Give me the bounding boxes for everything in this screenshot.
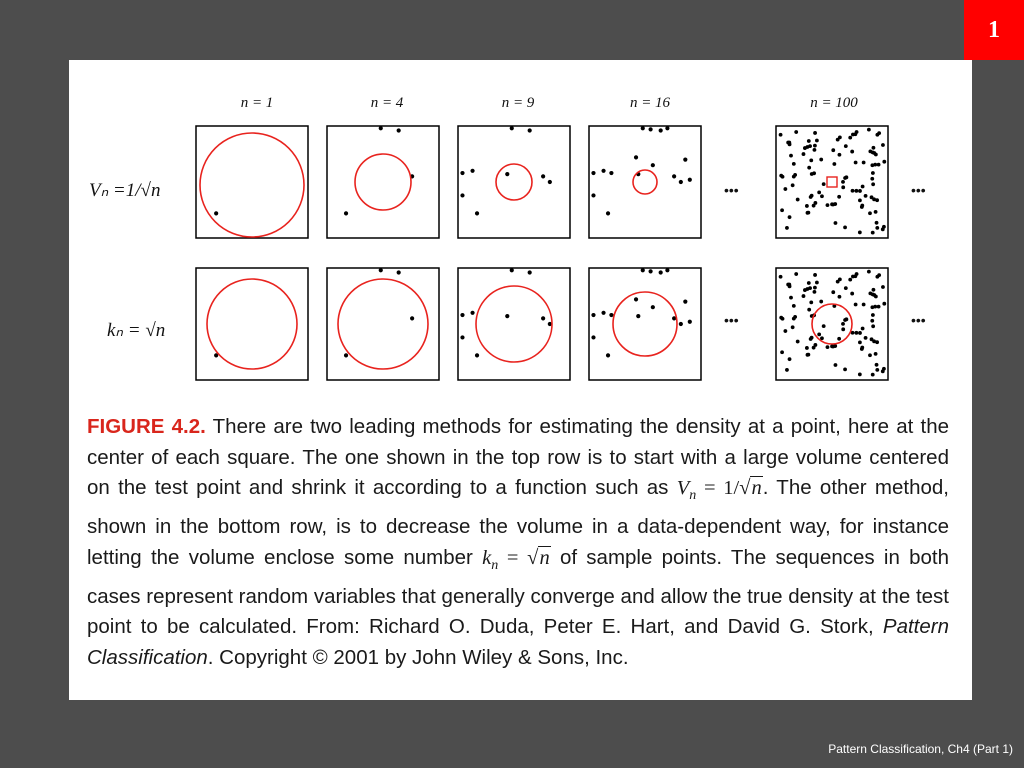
sample-point <box>870 195 874 199</box>
sample-point <box>659 128 663 132</box>
sample-point <box>875 226 879 230</box>
sample-square <box>776 268 888 380</box>
sample-point <box>548 180 552 184</box>
sample-point <box>822 324 826 328</box>
sample-point <box>834 221 838 225</box>
sample-point <box>875 363 879 367</box>
sample-point <box>844 175 848 179</box>
square-border <box>327 268 439 380</box>
sample-point <box>808 286 812 290</box>
sample-square <box>776 126 888 238</box>
sample-point <box>832 162 836 166</box>
sample-point <box>838 295 842 299</box>
math-kn-eq: = <box>498 546 528 569</box>
figure-caption <box>87 412 949 674</box>
sample-point <box>838 277 842 281</box>
sample-point <box>854 303 858 307</box>
sample-point <box>817 190 821 194</box>
sample-point <box>813 131 817 135</box>
sample-point <box>505 172 509 176</box>
sample-point <box>882 225 886 229</box>
window-region <box>827 177 837 187</box>
sample-point <box>379 268 383 272</box>
sample-point <box>858 340 862 344</box>
sample-point <box>789 154 793 158</box>
sample-point <box>679 322 683 326</box>
sample-point <box>854 189 858 193</box>
sample-point <box>649 269 653 273</box>
sample-point <box>848 278 852 282</box>
sample-point <box>844 286 848 290</box>
sample-point <box>822 182 826 186</box>
sample-point <box>802 294 806 298</box>
sample-point <box>601 311 605 315</box>
sample-point <box>634 155 638 159</box>
sample-point <box>779 275 783 279</box>
sample-point <box>802 152 806 156</box>
sample-point <box>783 329 787 333</box>
sample-square <box>458 126 570 238</box>
sample-point <box>510 126 514 130</box>
sample-point <box>410 316 414 320</box>
sample-point <box>874 352 878 356</box>
sample-point <box>470 311 474 315</box>
sample-point <box>875 221 879 225</box>
square-border <box>589 126 701 238</box>
sample-point <box>665 268 669 272</box>
sample-point <box>881 285 885 289</box>
sample-point <box>872 293 876 297</box>
sample-point <box>688 178 692 182</box>
sample-point <box>591 313 595 317</box>
sample-square <box>458 268 570 380</box>
sample-point <box>785 226 789 230</box>
sample-point <box>843 225 847 229</box>
sample-point <box>861 327 865 331</box>
row-label-vn: Vₙ =1/√n <box>89 180 161 201</box>
sample-point <box>683 158 687 162</box>
sample-point <box>862 161 866 165</box>
sample-point <box>841 327 845 331</box>
sample-point <box>659 270 663 274</box>
sample-point <box>780 208 784 212</box>
sample-point <box>875 368 879 372</box>
sample-point <box>843 367 847 371</box>
book-title: Pattern Classification <box>87 615 949 670</box>
column-label: n = 4 <box>370 95 404 111</box>
sample-point <box>850 150 854 154</box>
sample-point <box>609 313 613 317</box>
sample-point <box>786 283 790 287</box>
sample-point <box>858 331 862 335</box>
square-border <box>589 268 701 380</box>
sample-point <box>397 270 401 274</box>
row-label-kn: kₙ = √n <box>107 320 166 341</box>
density-estimation-figure <box>69 60 972 400</box>
sample-point <box>641 126 645 130</box>
sample-point <box>785 368 789 372</box>
sample-point <box>844 144 848 148</box>
sample-point <box>808 144 812 148</box>
sample-point <box>792 317 796 321</box>
sample-point <box>683 300 687 304</box>
sample-point <box>864 336 868 340</box>
sample-point <box>841 185 845 189</box>
column-label: n = 16 <box>629 95 671 111</box>
sample-point <box>460 193 464 197</box>
sqrt-n-1: √n <box>739 477 762 500</box>
sample-point <box>803 288 807 292</box>
sample-point <box>672 174 676 178</box>
window-region <box>207 279 297 369</box>
sample-point <box>813 201 817 205</box>
square-border <box>776 268 888 380</box>
figure-panel <box>69 60 972 700</box>
sample-point <box>851 189 855 193</box>
sample-point <box>803 146 807 150</box>
sample-point <box>871 313 875 317</box>
sample-point <box>688 320 692 324</box>
sample-point <box>541 174 545 178</box>
sample-point <box>837 337 841 341</box>
sample-point <box>826 345 830 349</box>
sample-point <box>807 166 811 170</box>
sample-point <box>781 175 785 179</box>
sample-point <box>809 337 813 341</box>
square-border <box>776 126 888 238</box>
sample-point <box>805 346 809 350</box>
square-border <box>458 268 570 380</box>
sample-point <box>796 198 800 202</box>
sample-point <box>855 130 859 134</box>
sample-point <box>528 270 532 274</box>
sample-point <box>877 163 881 167</box>
sample-point <box>609 171 613 175</box>
window-region <box>476 286 552 362</box>
sample-point <box>838 153 842 157</box>
sample-point <box>841 322 845 326</box>
math-kn: $k_n$ <box>482 546 499 573</box>
sample-point <box>460 335 464 339</box>
sample-point <box>813 343 817 347</box>
figure-grid <box>196 126 888 380</box>
square-border <box>327 126 439 238</box>
sample-point <box>379 126 383 130</box>
column-label: n = 1 <box>240 95 274 111</box>
figure-label: FIGURE 4.2. <box>87 415 206 438</box>
window-region <box>613 292 677 356</box>
sample-point <box>807 281 811 285</box>
sample-point <box>854 331 858 335</box>
sample-point <box>344 353 348 357</box>
sample-point <box>871 171 875 175</box>
sample-point <box>510 268 514 272</box>
window-region <box>633 170 657 194</box>
sample-point <box>812 171 816 175</box>
square-border <box>196 268 308 380</box>
sample-point <box>397 128 401 132</box>
sample-point <box>858 198 862 202</box>
sample-point <box>851 133 855 137</box>
sample-point <box>831 290 835 294</box>
sample-point <box>826 203 830 207</box>
sample-point <box>868 353 872 357</box>
sample-point <box>817 332 821 336</box>
sample-point <box>868 211 872 215</box>
column-label: n = 100 <box>810 95 858 111</box>
sample-point <box>606 211 610 215</box>
sample-point <box>792 162 796 166</box>
sample-point <box>475 211 479 215</box>
sample-square <box>327 268 439 380</box>
window-region <box>496 164 532 200</box>
sample-square <box>196 268 308 380</box>
sample-point <box>831 148 835 152</box>
sample-point <box>505 314 509 318</box>
sample-point <box>834 363 838 367</box>
sample-point <box>864 194 868 198</box>
sample-point <box>606 353 610 357</box>
sample-point <box>872 151 876 155</box>
column-label: n = 9 <box>501 95 535 111</box>
sample-point <box>781 317 785 321</box>
sample-point <box>858 373 862 377</box>
sample-point <box>837 195 841 199</box>
sample-point <box>792 175 796 179</box>
sample-point <box>528 128 532 132</box>
sample-point <box>779 133 783 137</box>
sample-point <box>792 304 796 308</box>
ellipsis-row1-mid: ••• <box>724 182 739 198</box>
sample-point <box>460 171 464 175</box>
sample-point <box>460 313 464 317</box>
sample-point <box>838 135 842 139</box>
square-border <box>458 126 570 238</box>
caption-text-2: . The other method, shown in the bottom row, is to decrease the volume in a data-dependent way, for instance letting the volume enclose some number <box>87 476 949 569</box>
caption-text-1: There are two leading methods for estimating the density at a point, here at the center of each square. The one shown in the top row is to start with a large volume centered on the test point and shrink it according to a function such as <box>87 415 950 500</box>
sample-point <box>806 211 810 215</box>
sample-point <box>882 302 886 306</box>
sample-point <box>877 305 881 309</box>
sample-point <box>861 185 865 189</box>
sample-point <box>870 337 874 341</box>
sample-point <box>791 183 795 187</box>
math-vn: $V_n$ <box>676 477 697 504</box>
sample-point <box>867 128 871 132</box>
sample-point <box>809 159 813 163</box>
slide-number: 1 <box>964 0 1024 60</box>
sample-point <box>872 146 876 150</box>
sample-point <box>830 202 834 206</box>
sample-point <box>786 141 790 145</box>
sample-point <box>851 275 855 279</box>
sample-point <box>788 215 792 219</box>
sample-point <box>858 189 862 193</box>
sample-square <box>589 268 701 380</box>
sample-point <box>844 317 848 321</box>
slide-footer: Pattern Classification, Ch4 (Part 1) <box>828 742 1013 756</box>
sample-square <box>327 126 439 238</box>
sample-point <box>855 272 859 276</box>
sample-point <box>541 316 545 320</box>
sample-point <box>870 177 874 181</box>
sample-point <box>214 211 218 215</box>
ellipsis-row2-mid: ••• <box>724 312 739 328</box>
sample-point <box>649 127 653 131</box>
sample-point <box>882 367 886 371</box>
sample-point <box>813 286 817 290</box>
sample-point <box>789 296 793 300</box>
sample-point <box>882 160 886 164</box>
sample-point <box>813 273 817 277</box>
sample-point <box>805 204 809 208</box>
sample-point <box>860 204 864 208</box>
sample-point <box>848 136 852 140</box>
sample-point <box>806 353 810 357</box>
sample-point <box>794 130 798 134</box>
sample-point <box>601 169 605 173</box>
ellipsis-row1-end: ••• <box>911 182 926 198</box>
sample-point <box>871 231 875 235</box>
window-region <box>338 279 428 369</box>
sample-point <box>867 270 871 274</box>
sample-point <box>871 182 875 186</box>
sample-point <box>634 297 638 301</box>
sample-point <box>819 300 823 304</box>
sample-point <box>783 187 787 191</box>
sample-point <box>858 231 862 235</box>
sample-point <box>820 194 824 198</box>
sample-square <box>589 126 701 238</box>
sample-point <box>860 346 864 350</box>
sample-point <box>813 144 817 148</box>
sample-point <box>636 314 640 318</box>
sample-point <box>796 340 800 344</box>
square-border <box>196 126 308 238</box>
sample-point <box>871 324 875 328</box>
sample-point <box>809 301 813 305</box>
sample-point <box>870 319 874 323</box>
sample-square <box>196 126 308 238</box>
math-vn-eq: = 1/ <box>696 477 740 500</box>
caption-text-3: of sample points. The sequences in both cases represent random variables that generally converge and allow the true density at the test point to be calculated. From: Richard O. Duda, Peter E. Hart, and David G. Stork, <box>87 545 950 639</box>
sample-point <box>591 335 595 339</box>
sample-point <box>871 373 875 377</box>
sample-point <box>591 171 595 175</box>
sample-point <box>344 211 348 215</box>
column-labels <box>241 95 859 111</box>
sample-point <box>788 357 792 361</box>
sample-point <box>591 193 595 197</box>
sample-point <box>815 281 819 285</box>
window-region <box>812 304 852 344</box>
sample-point <box>651 305 655 309</box>
sample-point <box>872 288 876 292</box>
sample-point <box>813 290 817 294</box>
sample-point <box>651 163 655 167</box>
sample-point <box>850 292 854 296</box>
sample-point <box>475 353 479 357</box>
ellipsis-row2-end: ••• <box>911 312 926 328</box>
sample-point <box>875 133 879 137</box>
sample-point <box>809 195 813 199</box>
sample-point <box>641 268 645 272</box>
window-region <box>200 133 304 237</box>
sample-point <box>665 126 669 130</box>
sample-point <box>780 350 784 354</box>
sample-point <box>813 148 817 152</box>
sample-point <box>807 308 811 312</box>
sample-point <box>854 161 858 165</box>
sample-point <box>881 143 885 147</box>
sample-point <box>819 158 823 162</box>
window-region <box>355 154 411 210</box>
sample-point <box>830 344 834 348</box>
sample-point <box>791 325 795 329</box>
sample-point <box>874 210 878 214</box>
sample-point <box>870 305 874 309</box>
sqrt-n-2: √n <box>527 546 550 569</box>
sample-point <box>807 139 811 143</box>
sample-point <box>794 272 798 276</box>
caption-text-4: . Copyright © 2001 by John Wiley & Sons, Inc. <box>207 646 629 670</box>
sample-point <box>875 275 879 279</box>
sample-point <box>862 303 866 307</box>
sample-point <box>470 169 474 173</box>
sample-point <box>841 180 845 184</box>
sample-point <box>870 163 874 167</box>
sample-point <box>815 139 819 143</box>
sample-point <box>679 180 683 184</box>
